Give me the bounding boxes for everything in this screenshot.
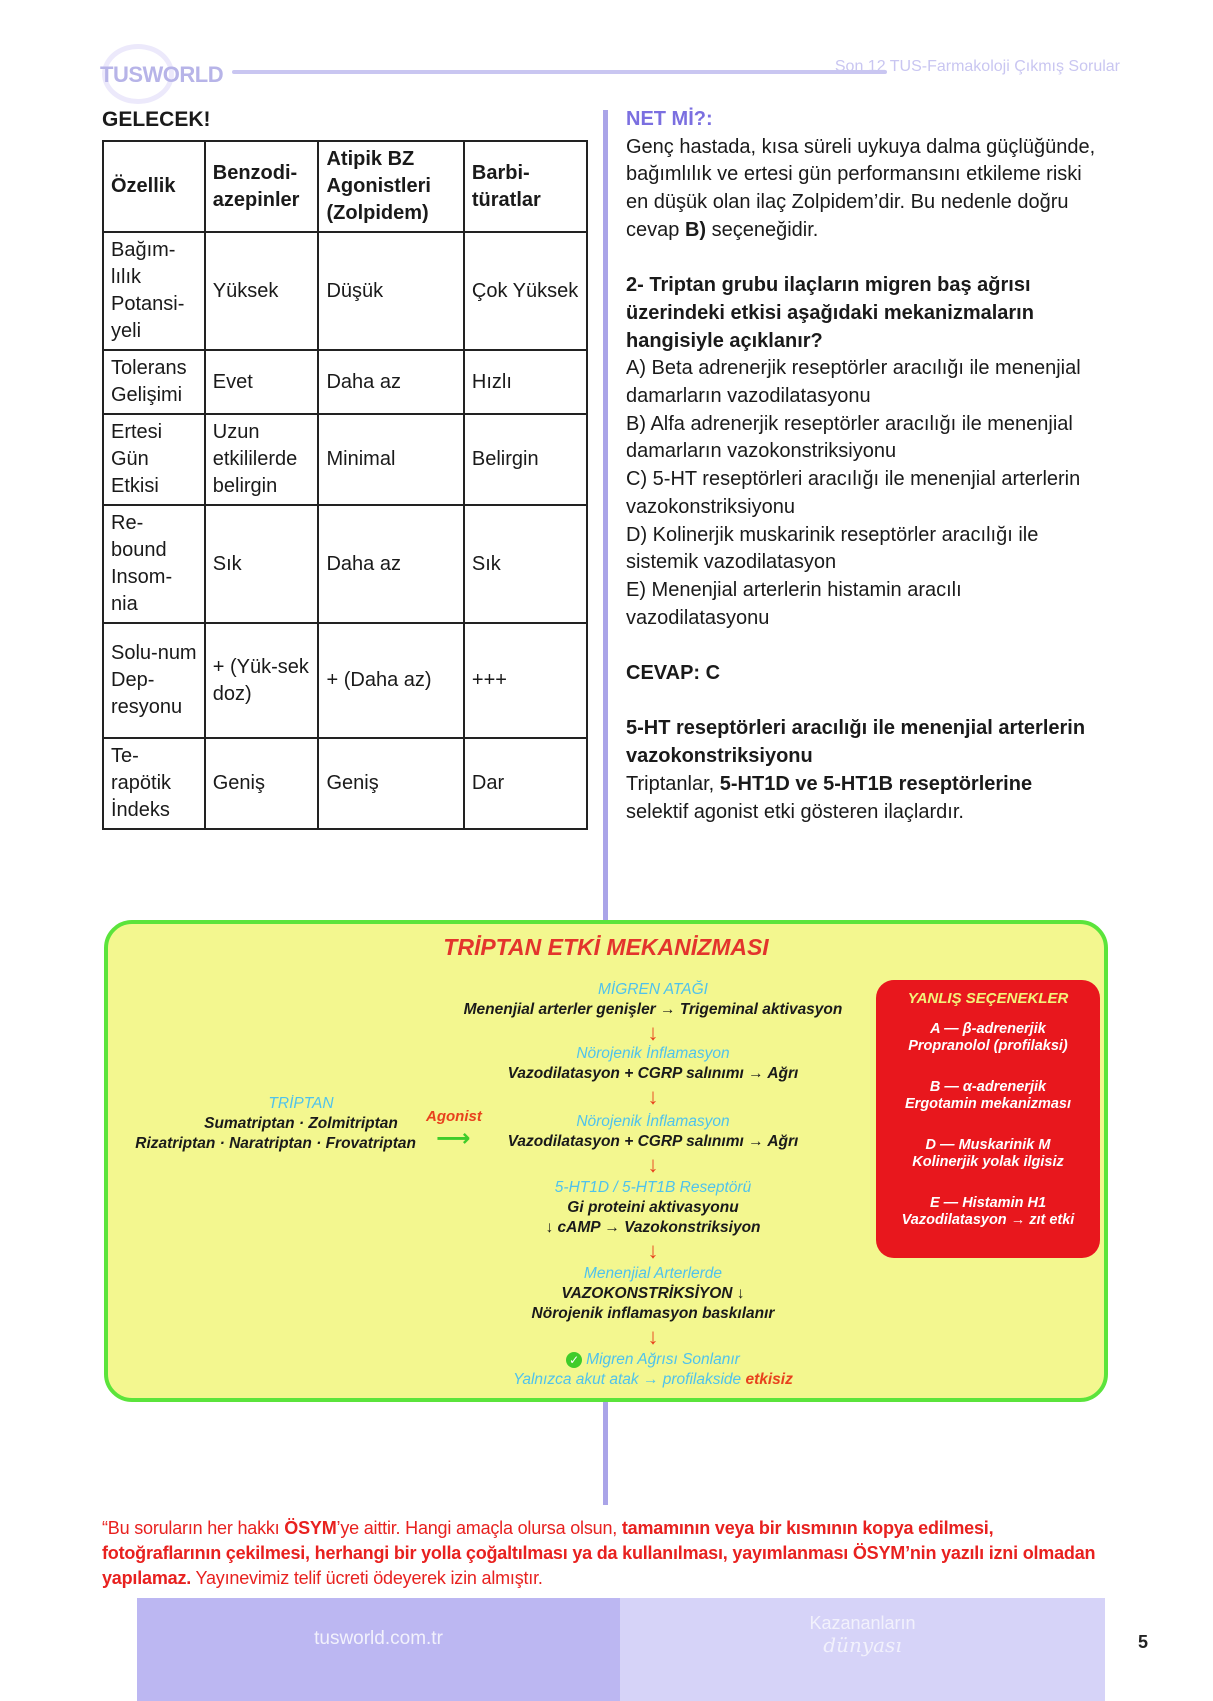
copyright-notice <box>102 1516 1112 1591</box>
wrong-option-e <box>876 1195 1100 1229</box>
explanation-receptors: 5-HT1D ve 5-HT1B reseptörlerine <box>719 772 1033 795</box>
down-arrow-icon: ↓ <box>647 1238 659 1263</box>
table-cell: + (Yük-sek doz) <box>205 623 319 738</box>
table-cell: Belirgin <box>464 414 587 505</box>
table-cell: Te-rapötik İndeks <box>103 738 205 829</box>
table-cell: Yüksek <box>205 232 319 350</box>
left-title: GELECEK! <box>102 108 211 131</box>
table-cell: Evet <box>205 350 319 414</box>
net-mi-label: NET Mİ?: <box>626 108 713 130</box>
answer-explanation <box>626 134 1096 245</box>
answer-text-end: seçeneğidir. <box>706 218 819 241</box>
header-divider <box>232 70 887 74</box>
step-line: Vazodilatasyon + CGRP salınımı → Ağrı <box>507 1133 799 1150</box>
wrong-option-line: E — Histamin H1 <box>929 1195 1047 1211</box>
explanation-text-end: selektif agonist etki gösteren ilaçlardır. <box>626 800 964 823</box>
step-label: Nörojenik İnflamasyon <box>576 1113 730 1130</box>
wrong-option-line: Vazodilatasyon → zıt etki <box>901 1212 1075 1228</box>
triptan-mechanism-diagram <box>104 920 1108 1402</box>
copyright-bold: tamamının veya bir kısmının kopya edilmesi, fotoğraflarının çekilmesi, herhangi bir yolla çoğaltılması ya da kullanılması, yayımlanması ÖSYM’nin yazılı izni olmadan yapılamaz. <box>102 1518 1096 1588</box>
table-cell: Minimal <box>318 414 463 505</box>
logo-text: TUSWORLD <box>100 62 224 87</box>
table-header-cell: Benzodi-azepinler <box>205 141 319 232</box>
step-line: ↓ cAMP → Vazokonstriksiyon <box>545 1219 761 1236</box>
step-line: Gi proteini aktivasyonu <box>567 1199 739 1216</box>
diagram-step <box>408 1264 898 1324</box>
table-cell: Çok Yüksek <box>464 232 587 350</box>
diagram-step <box>408 1044 898 1084</box>
comparison-table <box>102 140 588 830</box>
table-cell: Hızlı <box>464 350 587 414</box>
page-header <box>100 58 1120 88</box>
table-cell: Bağım-lılık Potansi-yeli <box>103 232 205 350</box>
wrong-options-box <box>876 980 1100 1258</box>
slogan-line: dünyası <box>823 1633 902 1657</box>
table-cell: Daha az <box>318 350 463 414</box>
wrong-option-line: Propranolol (profilaksi) <box>908 1038 1068 1054</box>
table-cell: Geniş <box>205 738 319 829</box>
wrong-option-line: Ergotamin mekanizması <box>905 1096 1071 1112</box>
down-arrow-icon: ↓ <box>647 1020 659 1045</box>
result-note: Yalnızca akut atak → profilakside <box>513 1371 746 1388</box>
table-cell: Re-bound Insom-nia <box>103 505 205 623</box>
answer-key: CEVAP: C <box>626 662 721 685</box>
table-cell: Daha az <box>318 505 463 623</box>
diagram-step <box>408 980 898 1020</box>
table-cell: Tolerans Gelişimi <box>103 350 205 414</box>
table-header-cell: Atipik BZ Agonistleri (Zolpidem) <box>318 141 463 232</box>
wrong-option-line: Kolinerjik yolak ilgisiz <box>912 1154 1064 1170</box>
triptan-drugs-line2: Rizatriptan · Naratriptan · Frovatriptan <box>135 1135 416 1152</box>
footer-band <box>137 1598 1105 1701</box>
copyright-osym: ÖSYM <box>284 1518 337 1538</box>
table-row <box>103 232 587 350</box>
check-circle-icon: ✓ <box>566 1352 582 1368</box>
footer-site: tusworld.com.tr <box>314 1628 443 1649</box>
wrong-option-line: B — α-adrenerjik <box>929 1079 1047 1095</box>
answer-text: Genç hastada, kısa süreli uykuya dalma güçlüğünde, bağımlılık ve ertesi gün performansını etkileme riski en düşük olan ilaç Zolpidem’dir. Bu nedenle doğru cevap <box>626 135 1096 241</box>
triptan-list <box>116 1094 416 1154</box>
option-d: D) Kolinerjik muskarinik reseptörler aracılığı ile sistemik vazodilatasyon <box>626 523 1039 574</box>
copyright-text: ’ye aittir. Hangi amaçla olursa olsun, <box>336 1518 622 1538</box>
table-cell: Sık <box>205 505 319 623</box>
right-arrow-icon: ⟶ <box>436 1125 471 1152</box>
diagram-result <box>408 1350 898 1390</box>
step-label: MİGREN ATAĞI <box>598 981 708 998</box>
copyright-text: “Bu soruların her hakkı <box>102 1518 285 1538</box>
down-arrow-icon: ↓ <box>647 1084 659 1109</box>
step-line: Menenjial arterler genişler → Trigeminal aktivasyon <box>463 1001 843 1018</box>
wrong-option-d <box>876 1137 1100 1171</box>
step-line: Vazodilatasyon + CGRP salınımı → Ağrı <box>507 1065 799 1082</box>
table-cell: Ertesi Gün Etkisi <box>103 414 205 505</box>
copyright-text: Yayınevimiz telif ücreti ödeyerek izin almıştır. <box>191 1568 543 1588</box>
option-e: E) Menenjial arterlerin histamin aracılı vazodilatasyonu <box>626 578 962 629</box>
table-header-cell: Özellik <box>103 141 205 232</box>
question-2: 2- Triptan grubu ilaçların migren baş ağrısı üzerindeki etkisi aşağıdaki mekanizmaların hangisiyle açıklanır? <box>626 274 1034 352</box>
wrong-option-line: A — β-adrenerjik <box>930 1021 1046 1037</box>
wrong-option-a <box>876 1021 1100 1055</box>
explanation-body <box>626 771 1096 826</box>
table-row <box>103 738 587 829</box>
table-cell: Dar <box>464 738 587 829</box>
explanation-text: Triptanlar, <box>626 772 720 795</box>
down-arrow-icon: ↓ <box>647 1152 659 1177</box>
explanation-title: 5-HT reseptörleri aracılığı ile menenjial arterlerin vazokonstriksiyonu <box>626 717 1086 768</box>
result-note-emph: etkisiz <box>745 1371 793 1388</box>
step-label: Nörojenik İnflamasyon <box>576 1045 730 1062</box>
table-row <box>103 505 587 623</box>
option-b: B) Alfa adrenerjik reseptörler aracılığı ile menenjial damarların vazokonstriksiyonu <box>626 412 1073 463</box>
triptan-drugs-line1: Sumatriptan · Zolmitriptan <box>204 1115 398 1132</box>
page-number: 5 <box>1138 1632 1149 1652</box>
step-label: 5-HT1D / 5-HT1B Reseptörü <box>554 1179 752 1196</box>
wrong-option-b <box>876 1079 1100 1113</box>
table-cell: Solu-num Dep-resyonu <box>103 623 205 738</box>
slogan-line: Kazananların <box>809 1613 916 1633</box>
step-label: Menenjial Arterlerde <box>583 1265 723 1282</box>
table-row <box>103 623 587 738</box>
table-cell: Düşük <box>318 232 463 350</box>
wrong-options-title: YANLIŞ SEÇENEKLER <box>907 990 1069 1007</box>
header-title: Son 12 TUS-Farmakoloji Çıkmış Sorular <box>834 58 1120 75</box>
right-column <box>626 106 1096 826</box>
table-cell: Sık <box>464 505 587 623</box>
option-a: A) Beta adrenerjik reseptörler aracılığı ile menenjial damarların vazodilatasyonu <box>626 357 1081 408</box>
table-header-row <box>103 141 587 232</box>
table-row <box>103 350 587 414</box>
down-arrow-icon: ↓ <box>647 1324 659 1349</box>
table-cell: +++ <box>464 623 587 738</box>
agonist-label: Agonist <box>426 1108 482 1125</box>
wrong-option-line: D — Muskarinik M <box>925 1137 1051 1153</box>
answer-option: B) <box>684 218 707 241</box>
step-line: Nörojenik inflamasyon baskılanır <box>531 1305 775 1322</box>
table-cell: Geniş <box>318 738 463 829</box>
footer-slogan <box>620 1612 1105 1656</box>
table-row <box>103 414 587 505</box>
diagram-step <box>408 1178 898 1238</box>
table-header-cell: Barbi-türatlar <box>464 141 587 232</box>
diagram-title: TRİPTAN ETKİ MEKANİZMASI <box>443 934 769 960</box>
table-cell: Uzun etkililerde belirgin <box>205 414 319 505</box>
triptan-label: TRİPTAN <box>268 1095 334 1112</box>
step-line: VAZOKONSTRİKSİYON ↓ <box>561 1285 745 1302</box>
result-label: Migren Ağrısı Sonlanır <box>586 1351 740 1368</box>
option-c: C) 5-HT reseptörleri aracılığı ile menenjial arterlerin vazokonstriksiyonu <box>626 468 1081 518</box>
table-cell: + (Daha az) <box>318 623 463 738</box>
